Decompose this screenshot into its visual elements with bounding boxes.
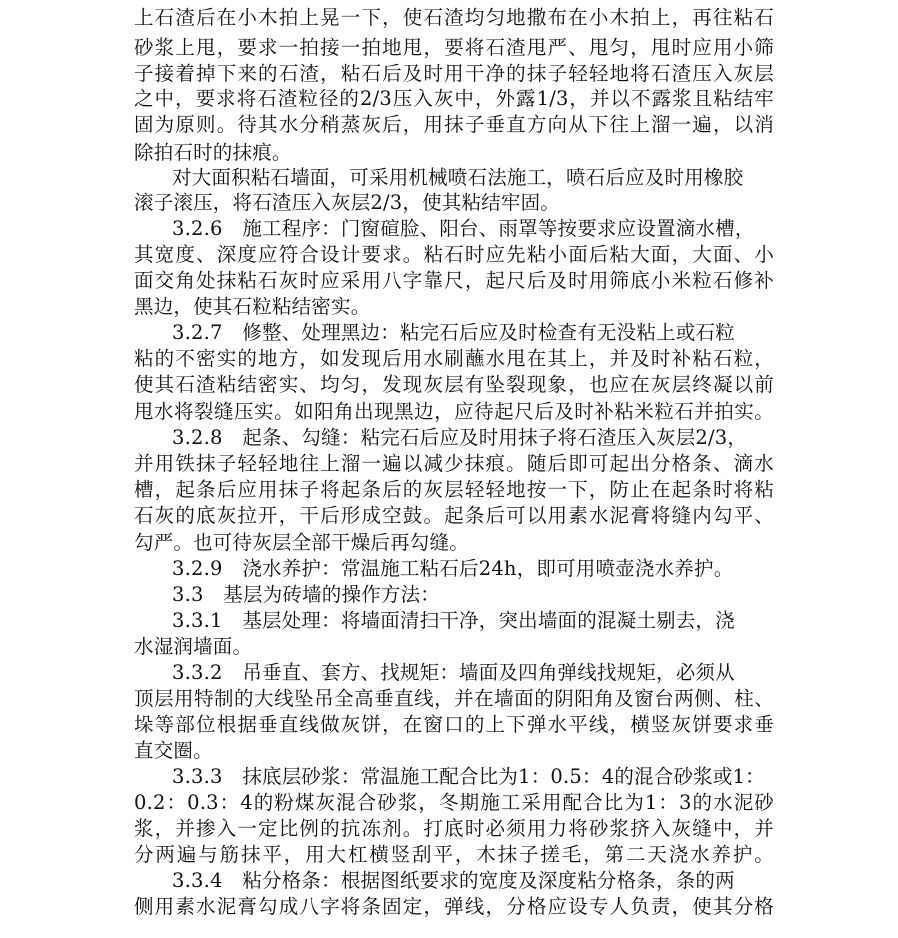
text-line: 砂浆上甩，要求一拍接一拍地甩，要将石渣甩严、甩匀，甩时应用小筛: [134, 36, 774, 59]
text-line: 槽，起条后应用抹子将起条后的灰层轻轻地按一下，防止在起条时将粘: [134, 478, 774, 501]
text-line: 粘的不密实的地方，如发现后用水刷蘸水甩在其上，并及时补粘石粒，: [134, 347, 774, 370]
section-3-2-8-heading-line: 3.2.8 起条、勾缝：粘完石后应及时用抹子将石渣压入灰层2/3，: [172, 426, 748, 449]
text-line: 顶层用特制的大线坠吊全高垂直线，并在墙面的阴阳角及窗台两侧、柱、: [134, 687, 774, 710]
text-line: 除拍石时的抹痕。: [134, 141, 292, 164]
section-3-3-heading: 3.3 基层为砖墙的操作方法：: [172, 583, 441, 606]
text-line: 垛等部位根据垂直线做灰饼，在窗口的上下弹水平线，横竖灰饼要求垂: [134, 713, 774, 736]
text-line: 其宽度、深度应符合设计要求。粘石时应先粘小面后粘大面，大面、小: [134, 243, 774, 266]
text-line: 水湿润墙面。: [134, 635, 253, 658]
text-line: 直交圈。: [134, 739, 213, 762]
text-line: 子接着掉下来的石渣，粘石后及时用干净的抹子轻轻地将石渣压入灰层: [134, 62, 774, 85]
text-line: 面交角处抹粘石灰时应采用八字靠尺，起尺后及时用筛底小米粒石修补: [134, 269, 774, 292]
text-line: 滚子滚压，将石渣压入灰层2/3，使其粘结牢固。: [134, 191, 560, 214]
section-3-3-3-heading-line: 3.3.3 抹底层砂浆：常温施工配合比为1：0.5：4的混合砂浆或1：: [172, 765, 765, 788]
text-line: 甩水将裂缝压实。如阳角出现黑边，应待起尺后及时补粘米粒石并拍实。: [134, 400, 774, 423]
text-line: 并用铁抹子轻轻地往上溜一遍以减少抹痕。随后即可起出分格条、滴水: [134, 452, 774, 475]
text-line: 0.2：0.3：4的粉煤灰混合砂浆，冬期施工采用配合比为1：3的水泥砂: [134, 791, 774, 814]
paragraph-first-line: 对大面积粘石墙面，可采用机械喷石法施工，喷石后应及时用橡胶: [172, 166, 744, 189]
text-line: 上石渣后在小木拍上晃一下，使石渣均匀地撒布在小木拍上，再往粘石: [134, 6, 774, 29]
text-line: 分两遍与筋抹平，用大杠横竖刮平，木抹子搓毛，第二天浇水养护。: [134, 843, 774, 866]
text-line: 石灰的底灰拉开，干后形成空鼓。起条后可以用素水泥膏将缝内勾平、: [134, 504, 774, 527]
text-line: 黑边，使其石粒粘结密实。: [134, 295, 371, 318]
text-line: 使其石渣粘结密实、均匀，发现灰层有坠裂现象，也应在灰层终凝以前: [134, 373, 774, 396]
section-3-2-9-heading-line: 3.2.9 浇水养护：常温施工粘石后24h，即可用喷壶浇水养护。: [172, 557, 734, 580]
section-3-2-6-heading-line: 3.2.6 施工程序：门窗碹脸、阳台、雨罩等按要求应设置滴水槽，: [172, 217, 755, 240]
section-3-2-7-heading-line: 3.2.7 修整、处理黑边：粘完石后应及时检查有无没粘上或石粒: [172, 321, 735, 344]
section-3-3-2-heading-line: 3.3.2 吊垂直、套方、找规矩：墙面及四角弹线找规矩，必须从: [172, 661, 735, 684]
text-line: 勾严。也可待灰层全部干燥后再勾缝。: [134, 531, 469, 554]
text-line: 之中，要求将石渣粒径的2/3压入灰中，外露1/3，并以不露浆且粘结牢: [134, 87, 774, 110]
section-3-3-1-heading-line: 3.3.1 基层处理：将墙面清扫干净，突出墙面的混凝土剔去，浇: [172, 609, 735, 632]
text-line: 浆，并掺入一定比例的抗冻剂。打底时必须用力将砂浆挤入灰缝中，并: [134, 817, 774, 840]
text-line: 固为原则。待其水分稍蒸灰后，用抹子垂直方向从下往上溜一遍，以消: [134, 113, 774, 136]
text-line: 侧用素水泥膏勾成八字将条固定，弹线，分格应设专人负责，使其分格: [134, 895, 774, 918]
section-3-3-4-heading-line: 3.3.4 粘分格条：根据图纸要求的宽度及深度粘分格条，条的两: [172, 869, 735, 892]
